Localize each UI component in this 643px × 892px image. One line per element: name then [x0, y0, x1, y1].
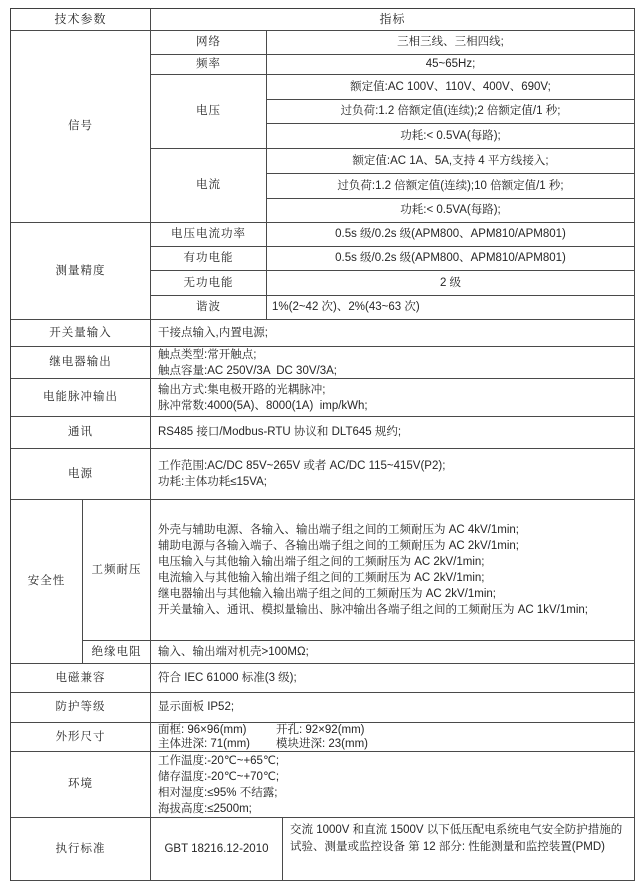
- row-label-safety: 安全性: [11, 500, 83, 664]
- cell-vip-power-value: 0.5s 级/0.2s 级(APM800、APM810/APM801): [267, 223, 635, 247]
- env-humidity: 相对湿度:≤95% 不结露;: [158, 786, 278, 799]
- withstand-line-6: 开关量输入、通讯、模拟量输出、脉冲输出各端子组之间的工频耐压为 AC 1kV/1min;: [158, 604, 588, 616]
- row-label-frequency: 频率: [151, 55, 267, 75]
- row-label-communication: 通讯: [11, 417, 151, 449]
- dim-cutout: 开孔: 92×92(mm): [276, 724, 365, 736]
- cell-current-overload: 过负荷:1.2 倍额定值(连续);10 倍额定值/1 秒;: [267, 174, 635, 199]
- power-working-range: 工作范围:AC/DC 85V~265V 或者 AC/DC 115~415V(P2);: [158, 460, 446, 472]
- cell-insulation-value: 输入、输出端对机壳>100MΩ;: [151, 641, 635, 664]
- cell-power-supply-value: [151, 449, 635, 500]
- row-label-harmonics: 谐波: [151, 296, 267, 320]
- row-label-network: 网络: [151, 31, 267, 55]
- cell-voltage-overload: 过负荷:1.2 倍额定值(连续);2 倍额定值/1 秒;: [267, 100, 635, 124]
- row-label-standard: 执行标准: [11, 818, 151, 881]
- row-label-vip-power: 电压电流功率: [151, 223, 267, 247]
- row-label-active-energy: 有功电能: [151, 247, 267, 271]
- row-label-pulse-output: 电能脉冲输出: [11, 379, 151, 417]
- technical-spec-table: [10, 8, 635, 881]
- cell-emc-value: 符合 IEC 61000 标准(3 级);: [151, 664, 635, 693]
- dimensions-line-2: [158, 737, 368, 751]
- cell-switch-input-value: 干接点输入,内置电源;: [151, 320, 635, 347]
- cell-voltage-consumption: 功耗:< 0.5VA(每路);: [267, 124, 635, 149]
- cell-dimensions-value: [151, 723, 635, 752]
- row-label-withstand-voltage: 工频耐压: [83, 500, 151, 641]
- dimensions-line-1: [158, 723, 365, 737]
- env-working-temp: 工作温度:-20℃~+65℃;: [158, 754, 280, 767]
- row-label-accuracy: 测量精度: [11, 223, 151, 320]
- power-consumption: 功耗:主体功耗≤15VA;: [158, 476, 267, 488]
- cell-protection-value: 显示面板 IP52;: [151, 693, 635, 723]
- row-label-environment: 环境: [11, 752, 151, 818]
- row-label-power-supply: 电源: [11, 449, 151, 500]
- env-altitude: 海拔高度:≤2500m;: [158, 802, 252, 815]
- pulse-output-mode: 输出方式:集电极开路的光耦脉冲;: [158, 383, 326, 396]
- row-label-reactive-energy: 无功电能: [151, 271, 267, 296]
- cell-reactive-energy-value: 2 级: [267, 271, 635, 296]
- withstand-line-1: 外壳与辅助电源、各输入、输出端子组之间的工频耐压为 AC 4kV/1min;: [158, 524, 519, 536]
- cell-current-rated: 额定值:AC 1A、5A,支持 4 平方线接入;: [267, 149, 635, 174]
- withstand-line-4: 电流输入与其他输入输出端子组之间的工频耐压为 AC 2kV/1min;: [158, 572, 485, 584]
- cell-frequency-value: 45~65Hz;: [267, 55, 635, 75]
- cell-current-consumption: 功耗:< 0.5VA(每路);: [267, 199, 635, 223]
- cell-communication-value: RS485 接口/Modbus-RTU 协议和 DLT645 规约;: [151, 417, 635, 449]
- cell-harmonics-value: 1%(2~42 次)、2%(43~63 次): [267, 296, 635, 320]
- cell-standard-code: GBT 18216.12-2010: [151, 818, 283, 881]
- header-cell-index: 指标: [151, 9, 635, 31]
- cell-pulse-output-value: [151, 379, 635, 417]
- cell-standard-description: 交流 1000V 和直流 1500V 以下低压配电系统电气安全防护措施的试验、测量或监控设备 第 12 部分: 性能测量和监控装置(PMD): [283, 818, 635, 881]
- cell-active-energy-value: 0.5s 级/0.2s 级(APM800、APM810/APM801): [267, 247, 635, 271]
- cell-network-value: 三相三线、三相四线;: [267, 31, 635, 55]
- row-label-insulation: 绝缘电阻: [83, 641, 151, 664]
- relay-contact-type: 触点类型:常开触点;: [158, 348, 257, 361]
- row-label-protection: 防护等级: [11, 693, 151, 723]
- withstand-line-2: 辅助电源与各输入端子、各输出端子组之间的工频耐压为 AC 2kV/1min;: [158, 540, 519, 552]
- row-label-emc: 电磁兼容: [11, 664, 151, 693]
- row-label-dimensions: 外形尺寸: [11, 723, 151, 752]
- row-label-voltage: 电压: [151, 75, 267, 149]
- dim-body-depth: 主体进深: 71(mm): [158, 738, 250, 750]
- row-label-signal: 信号: [11, 31, 151, 223]
- row-label-relay-output: 继电器输出: [11, 347, 151, 379]
- env-storage-temp: 储存温度:-20℃~+70℃;: [158, 770, 280, 783]
- withstand-line-5: 继电器输出与其他输入输出端子组之间的工频耐压为 AC 2kV/1min;: [158, 588, 496, 600]
- cell-relay-output-value: [151, 347, 635, 379]
- withstand-line-3: 电压输入与其他输入输出端子组之间的工频耐压为 AC 2kV/1min;: [158, 556, 485, 568]
- header-cell-parameter: 技术参数: [11, 9, 151, 31]
- dim-front-frame: 面框: 96×96(mm): [158, 724, 247, 736]
- row-label-switch-input: 开关量输入: [11, 320, 151, 347]
- dim-module-depth: 模块进深: 23(mm): [276, 738, 368, 750]
- row-label-current: 电流: [151, 149, 267, 223]
- pulse-constant: 脉冲常数:4000(5A)、8000(1A) imp/kWh;: [158, 399, 368, 412]
- cell-environment-value: [151, 752, 635, 818]
- cell-voltage-rated: 额定值:AC 100V、110V、400V、690V;: [267, 75, 635, 100]
- relay-contact-capacity: 触点容量:AC 250V/3A DC 30V/3A;: [158, 364, 337, 377]
- cell-withstand-voltage-value: [151, 500, 635, 641]
